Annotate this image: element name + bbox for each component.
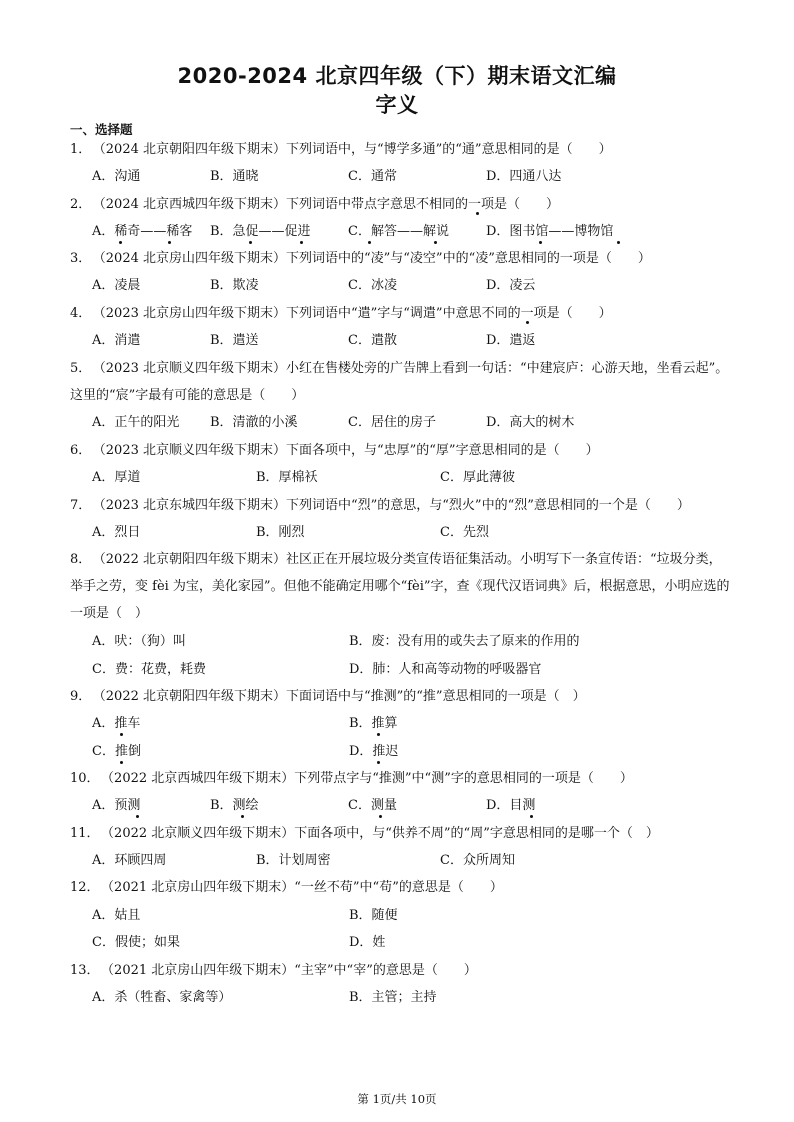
option-c: C．推倒 [92, 744, 141, 759]
document-subtitle: 字义 [375, 93, 419, 117]
question-1 [70, 136, 730, 163]
emphasis-dot [249, 241, 252, 244]
question-10-options [92, 792, 732, 819]
question-2 [70, 191, 730, 218]
option-a: A．预测 [92, 798, 141, 813]
question-7-options [92, 519, 732, 546]
option-b: B．随便 [349, 908, 398, 923]
option-c: C．假使；如果 [92, 935, 180, 950]
question-stem: （2023 北京顺义四年级下期末）下面各项中，与“忠厚”的“厚”字意思相同的是（ ） [99, 443, 599, 458]
option-c: C．众所周知 [440, 853, 515, 868]
question-stem: （2021 北京房山四年级下期末）“一丝不苟”中“苟”的意思是（ ） [107, 880, 503, 895]
question-stem: （2023 北京东城四年级下期末）下列词语中“烈”的意思，与“烈火”中的“烈”意思相同的一个是（ ） [99, 498, 690, 513]
question-number: 6． [70, 443, 92, 458]
question-stem: （2022 北京西城四年级下期末）下列带点字与“推测”中“测”字的意思相同的一项是（ ） [107, 771, 633, 786]
question-9-options-row-1 [92, 710, 732, 737]
question-12-options-row-1 [92, 902, 732, 929]
option-b: B．刚烈 [256, 525, 305, 540]
emphasis-dot [300, 241, 303, 244]
emphasis-dot [120, 761, 123, 764]
option-b: B．主管；主持 [349, 990, 437, 1005]
option-a: A．杀（牲畜、家禽等） [92, 990, 232, 1005]
option-c: C．居住的房子 [348, 415, 436, 430]
question-8-options-row-2 [92, 656, 732, 683]
emphasis-dot [119, 241, 122, 244]
question-11-options [92, 847, 732, 874]
option-d: D．图书馆——博物馆 [486, 224, 614, 239]
question-number: 4． [70, 306, 92, 321]
question-2-options [92, 218, 732, 245]
option-c: C．遣散 [348, 333, 397, 348]
emphasis-dot [476, 212, 479, 215]
question-stem: （2024 北京朝阳四年级下期末）下列词语中，与“博学多通”的“通”意思相同的是（ ） [99, 142, 612, 157]
option-a: A．稀奇——稀客 [92, 224, 193, 239]
question-3 [70, 245, 730, 272]
question-stem: （2022 北京朝阳四年级下期末）下面词语中与“推测”的“推”意思相同的一项是（ ） [99, 689, 586, 704]
question-5 [70, 355, 730, 409]
emphasis-dot [526, 321, 529, 324]
emphasis-dot [241, 815, 244, 818]
emphasis-dot [434, 241, 437, 244]
page-footer: 第 1页/共 10页 [357, 1092, 437, 1106]
question-number: 10． [70, 771, 100, 786]
question-number: 13． [70, 963, 100, 978]
option-b: B．厚棉袄 [256, 470, 318, 485]
option-a: A．烈日 [92, 525, 141, 540]
option-b: B．废：没有用的或失去了原来的作用的 [349, 634, 580, 649]
question-9-options-row-2 [92, 738, 732, 765]
option-d: D．姓 [349, 935, 386, 950]
option-b: B．推算 [349, 716, 398, 731]
question-5-options [92, 409, 732, 436]
option-a: A．推车 [92, 716, 141, 731]
emphasis-dot [377, 761, 380, 764]
question-10 [70, 765, 730, 792]
option-b: B．清澈的小溪 [210, 415, 298, 430]
option-d: D．高大的树木 [486, 415, 575, 430]
option-d: D．目测 [486, 798, 536, 813]
question-6-options [92, 464, 732, 491]
question-number: 5． [70, 361, 92, 376]
option-c: C．测量 [348, 798, 397, 813]
option-b: B．通晓 [210, 169, 259, 184]
question-stem: （2022 北京朝阳四年级下期末）社区正在开展垃圾分类宣传语征集活动。小明写下一条宣传语：“垃圾分类，举手之劳，变 fèi 为宝，美化家园”。但他不能确定用哪个“fèi”字，查《现代汉语词典》后，根据意思，小明应选的一项是（ ） [70, 552, 730, 621]
emphasis-dot [136, 815, 139, 818]
question-1-options [92, 163, 732, 190]
option-d: D．推迟 [349, 744, 399, 759]
question-13 [70, 957, 730, 984]
option-b: B．急促——促进 [210, 224, 311, 239]
option-a: A．凌晨 [92, 278, 141, 293]
document-title: 2020-2024 北京四年级（下）期末语文汇编 [177, 64, 617, 88]
question-4 [70, 300, 730, 327]
question-number: 1． [70, 142, 92, 157]
question-number: 9． [70, 689, 92, 704]
question-stem: （2021 北京房山四年级下期末）“主宰”中“宰”的意思是（ ） [107, 963, 477, 978]
emphasis-dot [379, 815, 382, 818]
option-d: D．肺：人和高等动物的呼吸器官 [349, 662, 542, 677]
question-stem: （2023 北京房山四年级下期末）下列词语中“遣”字与“调遣”中意思不同的一项是（ ） [99, 306, 612, 321]
option-b: B．欺凌 [210, 278, 259, 293]
option-c: C．通常 [348, 169, 397, 184]
option-d: D．四通八达 [486, 169, 562, 184]
question-7 [70, 492, 730, 519]
question-number: 7． [70, 498, 92, 513]
question-3-options [92, 272, 732, 299]
emphasis-dot [377, 733, 380, 736]
question-number: 8． [70, 552, 92, 567]
option-d: D．凌云 [486, 278, 536, 293]
option-a: A．消遣 [92, 333, 141, 348]
option-c: C．厚此薄彼 [440, 470, 515, 485]
option-b: B．计划周密 [256, 853, 331, 868]
option-a: A．吠：（狗）叫 [92, 634, 186, 649]
question-number: 2． [70, 197, 92, 212]
option-a: A．正午的阳光 [92, 415, 180, 430]
emphasis-dot [120, 733, 123, 736]
question-stem: （2024 北京房山四年级下期末）下列词语中的“凌”与“凌空”中的“凌”意思相同的一项是（ ） [99, 251, 651, 266]
option-a: A．厚道 [92, 470, 141, 485]
emphasis-dot [530, 815, 533, 818]
question-stem: （2023 北京顺义四年级下期末）小红在售楼处旁的广告牌上看到一句话：“中建宸庐：心游天地，坐看云起”。这里的“宸”字最有可能的意思是（ ） [70, 361, 729, 403]
option-b: B．测绘 [210, 798, 259, 813]
question-8 [70, 546, 730, 627]
question-12 [70, 874, 730, 901]
question-8-options-row-1 [92, 628, 732, 655]
emphasis-dot [168, 241, 171, 244]
option-c: C．先烈 [440, 525, 489, 540]
question-stem: （2022 北京顺义四年级下期末）下面各项中，与“供养不周”的“周”字意思相同的是哪一个（ ） [107, 826, 659, 841]
emphasis-dot [539, 241, 542, 244]
section-heading: 一、选择题 [70, 122, 133, 137]
option-c: C．解答——解说 [348, 224, 449, 239]
emphasis-dot [617, 241, 620, 244]
question-number: 12． [70, 880, 100, 895]
option-b: B．遣送 [210, 333, 259, 348]
question-number: 11． [70, 826, 100, 841]
option-a: A．环顾四周 [92, 853, 167, 868]
question-9 [70, 683, 730, 710]
emphasis-dot [368, 241, 371, 244]
question-13-options [92, 984, 732, 1011]
question-12-options-row-2 [92, 929, 732, 956]
option-a: A．姑且 [92, 908, 141, 923]
option-c: C．冰凌 [348, 278, 397, 293]
option-a: A．沟通 [92, 169, 141, 184]
option-c: C．费：花费，耗费 [92, 662, 206, 677]
question-11 [70, 820, 730, 847]
question-6 [70, 437, 730, 464]
option-d: D．遣返 [486, 333, 536, 348]
question-stem: （2024 北京西城四年级下期末）下列词语中带点字意思不相同的一项是（ ） [99, 197, 559, 212]
question-4-options [92, 327, 732, 354]
question-number: 3． [70, 251, 92, 266]
